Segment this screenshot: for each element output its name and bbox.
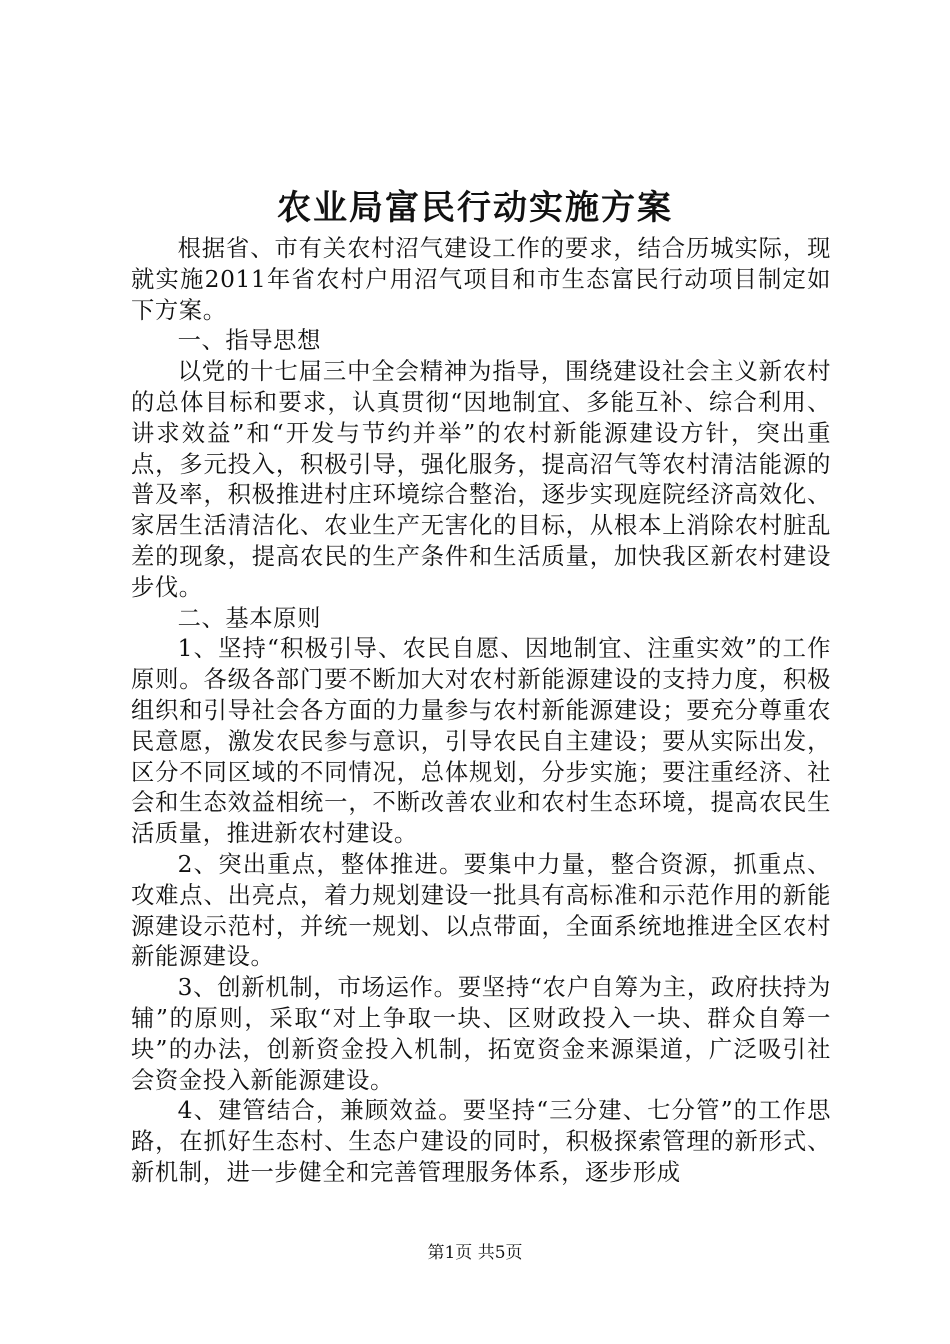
section-heading-basic-principles: 二、基本原则: [177, 604, 321, 632]
document-title: 农业局富民行动实施方案: [277, 188, 673, 228]
guiding-ideology-paragraph: 以党的十七届三中全会精神为指导，围绕建设社会主义新农村的总体目标和要求，认真贯彻“因地制宜、多能互补、综合利用、讲求效益”和“开发与节约并举”的农村新能源建设方针，突出重点，多元投入，积极引导，强化服务，提高沼气等农村清洁能源的普及率，积极推进村庄环境综合整治，逐步实现庭院经济高效化、家居生活清洁化、农业生产无害化的目标，从根本上消除农村脏乱差的现象，提高农民的生产条件和生活质量，加快我区新农村建设步伐。: [131, 358, 831, 601]
principle-paragraph-4: 4、建管结合，兼顾效益。要坚持“三分建、七分管”的工作思路，在抓好生态村、生态户建设的同时，积极探索管理的新形式、新机制，进一步健全和完善管理服务体系，逐步形成: [131, 1097, 831, 1186]
document-body: [131, 234, 831, 1189]
intro-paragraph: 根据省、市有关农村沼气建设工作的要求，结合历城实际，现就实施2011年省农村户用沼气项目和市生态富民行动项目制定如下方案。: [131, 235, 831, 324]
principle-paragraph-1: 1、坚持“积极引导、农民自愿、因地制宜、注重实效”的工作原则。各级各部门要不断加大对农村新能源建设的支持力度，积极组织和引导社会各方面的力量参与农村新能源建设；要充分尊重农民意愿，激发农民参与意识，引导农民自主建设；要从实际出发，区分不同区域的不同情况，总体规划，分步实施；要注重经济、社会和生态效益相统一，不断改善农业和农村生态环境，提高农民生活质量，推进新农村建设。: [131, 635, 831, 848]
section-heading-guiding-ideology: 一、指导思想: [177, 327, 321, 355]
principle-paragraph-3: 3、创新机制，市场运作。要坚持“农户自筹为主，政府扶持为辅”的原则，采取“对上争取一块、区财政投入一块、群众自筹一块”的办法，创新资金投入机制，拓宽资金来源渠道，广泛吸引社会资金投入新能源建设。: [131, 974, 831, 1094]
page-number-footer: 第1页 共5页: [427, 1243, 523, 1263]
principle-paragraph-2: 2、突出重点，整体推进。要集中力量，整合资源，抓重点、攻难点、出亮点，着力规划建设一批具有高标准和示范作用的新能源建设示范村，并统一规划、以点带面，全面系统地推进全区农村新能源建设。: [131, 850, 831, 971]
